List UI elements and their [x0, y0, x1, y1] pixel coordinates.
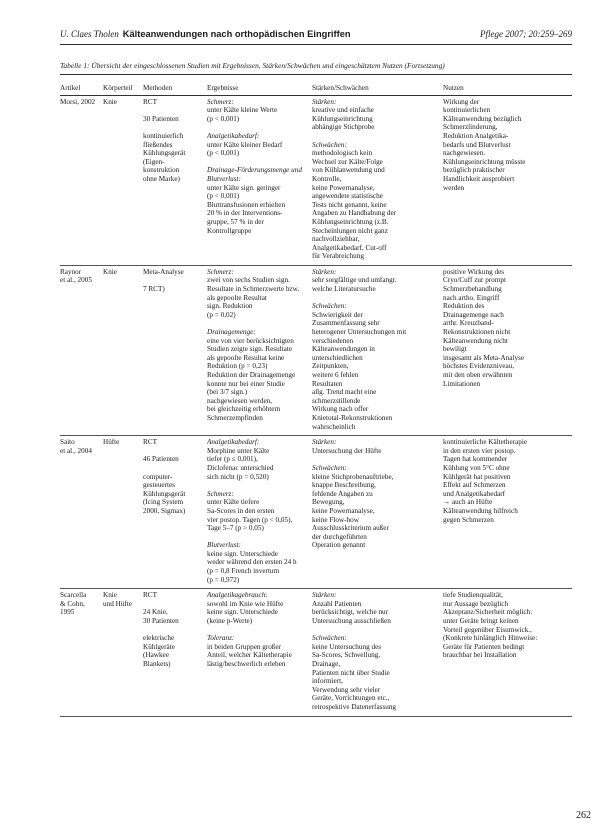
- cell-line: Geräte, Vorrichtungen etc.,: [312, 694, 390, 703]
- cell-line: lästig/beschwerlich erleben: [207, 660, 286, 668]
- cell-line: sehr sorgfältige und umfangr.: [312, 276, 397, 285]
- cell-line: tiefe Studienqualität,: [443, 591, 503, 600]
- cell-line: Stecheinlungen nicht ganz: [312, 226, 388, 235]
- cell-line: [312, 455, 441, 464]
- cell-line: Tests nicht genannt, keine: [312, 200, 387, 209]
- cell-line: nachgewiesen.: [443, 149, 486, 158]
- cell-line: Bewegung,: [312, 498, 345, 507]
- cell-line: ohne Marke): [143, 174, 180, 183]
- cell-line: eine von vier berücksichtigten: [207, 336, 294, 345]
- column-header: Stärken/Schwächen: [312, 83, 443, 95]
- cell-line: 2000, Sigmax): [143, 506, 186, 515]
- cell-line: kreative und einfache: [312, 106, 374, 115]
- cell-line: brauchbar bei Installation: [443, 651, 517, 660]
- cell-line: Meta-Analyse: [143, 267, 184, 276]
- cell-line: Kälteanwendung hilfreich: [443, 506, 518, 515]
- cell-line: Knie: [103, 267, 117, 276]
- cell-line: (p < 0,001): [207, 149, 240, 158]
- cell-line: Stärken:: [312, 591, 337, 600]
- cell-line: Kälteanwendungen in: [312, 345, 375, 354]
- cell-strengths-weaknesses: [312, 95, 443, 265]
- cell-line: et al., 2004: [60, 446, 92, 455]
- cell-line: Geräte für Patienten bedingt: [443, 642, 525, 651]
- cell-line: Effekt auf Schmerzen: [443, 481, 506, 490]
- cell-line: Schmerzbehandlung: [443, 285, 502, 294]
- cell-line: Kühlungsgerät: [143, 149, 186, 158]
- cell-line: von Kühlanwendung und: [312, 166, 385, 175]
- cell-line: fehlende Angaben zu: [312, 489, 373, 498]
- cell-line: bei gleichzeitig erhöhtem: [207, 405, 281, 414]
- cell-line: Vorteil gegenüber Eisumwick.,: [443, 625, 532, 634]
- cell-line: (Konkrete hinlänglich Hinweise:: [443, 634, 538, 643]
- cell-line: 30 Patienten: [143, 617, 179, 626]
- cell-line: Schmerz:: [207, 97, 234, 106]
- cell-line: Diclofenac unterschied: [207, 463, 274, 472]
- cell-line: tiefer (p ≤ 0,001),: [207, 455, 258, 464]
- cell-line: Analgetikabedarf, Cut-off: [312, 243, 387, 252]
- table-row: [60, 265, 572, 435]
- header-citation: Pflege 2007; 20:259–269: [480, 29, 572, 39]
- cell-line: Operation genannt: [312, 541, 366, 550]
- cell-line: Hüfte: [103, 438, 120, 447]
- table-caption: [60, 61, 572, 70]
- cell-line: gruppe, 57 % in der: [207, 217, 264, 226]
- cell-line: schmerzstillende: [312, 396, 361, 405]
- cell-line: Kälteanwendung nicht: [443, 336, 508, 345]
- cell-line: informiert,: [312, 677, 343, 686]
- cell-line: als gepoolte Resultat keine: [207, 353, 285, 362]
- cell-line: Anteil, welcher Kältetherapie: [207, 651, 292, 660]
- cell-line: (keine p-Werte): [207, 617, 253, 626]
- cell-line: welche Literatursuche: [312, 285, 376, 294]
- cell-line: keine Powernanalyse,: [312, 506, 375, 515]
- cell-strengths-weaknesses: [312, 265, 443, 435]
- cell-line: als gepoolte Resultat: [207, 293, 267, 302]
- cell-line: computer-: [143, 472, 173, 481]
- cell-strengths-weaknesses: [312, 436, 443, 589]
- cell-line: Zeitpunkten,: [312, 362, 349, 371]
- cell-line: Blutverlust:: [207, 541, 241, 550]
- cell-benefit: [443, 436, 572, 589]
- cell-methods: [143, 436, 207, 589]
- cell-line: Untersuchung ausschließen: [312, 617, 391, 626]
- cell-line: [207, 626, 310, 635]
- cell-results: [207, 589, 312, 716]
- cell-line: und Hüfte: [103, 599, 132, 608]
- table-caption-text: Übersicht der eingeschlossenen Studien mit Ergebnissen, Stärken/Schwächen und eingeschätztem Nutzen (Fortsetzung): [91, 61, 445, 70]
- cell-line: Kühlungseinrichtung: [312, 114, 373, 123]
- cell-line: (Eigen-: [143, 157, 165, 166]
- cell-line: Verwendung sehr vieler: [312, 685, 381, 694]
- cell-line: Sa-Scores, Schwellung,: [312, 651, 381, 660]
- cell-line: RCT: [143, 438, 157, 447]
- cell-body-part: [103, 436, 143, 589]
- column-header: Ergebnisse: [207, 83, 312, 95]
- table-row: [60, 589, 572, 716]
- cell-line: keine Flow-how: [312, 515, 359, 524]
- cell-article: [60, 265, 103, 435]
- cell-line: Bluttransfusionen erhielten: [207, 200, 286, 209]
- cell-line: Drainage,: [312, 660, 341, 668]
- cell-line: Kontrollgruppe: [207, 226, 252, 235]
- cell-results: [207, 265, 312, 435]
- cell-line: unter Kälte kleiner Bedarf: [207, 140, 283, 149]
- table-top-rule: [60, 74, 572, 75]
- cell-line: Toleranz:: [207, 634, 235, 643]
- cell-line: [143, 447, 205, 456]
- cell-line: Reduktion des: [443, 302, 485, 311]
- cell-line: Ausschlusskriterium außer: [312, 524, 389, 533]
- cell-line: Schwächen:: [312, 634, 347, 643]
- table-header-row: [60, 83, 572, 95]
- cell-article: [60, 95, 103, 265]
- header-rule: [60, 44, 572, 45]
- cell-line: keine Untersuchung des: [312, 642, 382, 651]
- cell-line: retrospektive Datenerfassung: [312, 702, 397, 711]
- cell-methods: [143, 265, 207, 435]
- cell-line: [312, 294, 441, 303]
- cell-line: allg. Trend macht eine: [312, 388, 377, 397]
- cell-line: 46 Patienten: [143, 455, 179, 464]
- cell-line: sowohl im Knie wie Hüfte: [207, 599, 284, 608]
- cell-line: Raynor: [60, 267, 82, 276]
- cell-line: Stärken:: [312, 438, 337, 447]
- cell-line: für Verabreichung: [312, 252, 364, 261]
- cell-line: Kühlungseinrichtung (z.B.: [312, 217, 389, 226]
- cell-results: [207, 95, 312, 265]
- cell-line: weder während den ersten 24 h: [207, 558, 297, 567]
- header-author: U. Claes Tholen: [60, 29, 119, 39]
- cell-line: in den ersten vier postop.: [443, 446, 516, 455]
- cell-line: RCT: [143, 591, 157, 600]
- cell-line: Morphine unter Kälte: [207, 446, 270, 455]
- cell-line: Analgetikagebrauch:: [207, 591, 268, 600]
- cell-line: [207, 481, 310, 490]
- cell-line: Schmerz:: [207, 267, 234, 276]
- cell-line: Knie: [103, 97, 117, 106]
- cell-line: (p = 0,02): [207, 310, 236, 319]
- cell-line: (p < 0,001): [207, 192, 240, 201]
- cell-line: sign. Reduktion: [207, 302, 253, 311]
- cell-line: Wirkung nach offer: [312, 405, 369, 414]
- table-body: [60, 95, 572, 716]
- cell-line: unter Kälte sign. geringer: [207, 183, 281, 192]
- cell-line: kleine Stichprobenauftriebe,: [312, 472, 394, 481]
- cell-line: [143, 600, 205, 609]
- cell-line: [143, 464, 205, 473]
- cell-methods: [143, 95, 207, 265]
- cell-line: Saito: [60, 438, 75, 447]
- cell-line: [312, 132, 441, 141]
- cell-line: Handlichkeit ausprobiert: [443, 174, 515, 183]
- cell-line: Schmerz:: [207, 489, 234, 498]
- cell-line: nachgewiesen werden,: [207, 396, 273, 405]
- cell-line: Resultate in Schmerzwerte bzw.: [207, 285, 300, 294]
- cell-line: Morsi, 2002: [60, 97, 96, 106]
- cell-line: (Hawkee: [143, 651, 169, 660]
- cell-line: Reduktion (p = 0,23): [207, 362, 268, 371]
- column-header: Nutzen: [443, 83, 572, 95]
- cell-line: Kühlgerät hat positiven: [443, 472, 511, 481]
- cell-line: keine sign. Unterschiede: [207, 608, 278, 617]
- cell-line: Kühlgeräte: [143, 642, 175, 651]
- table-row: [60, 95, 572, 265]
- cell-line: (p = 0,8 French invertum: [207, 567, 280, 576]
- cell-line: Analgetikabedarf:: [207, 131, 260, 140]
- cell-line: Blutverlust:: [207, 174, 241, 183]
- cell-line: Schwächen:: [312, 140, 347, 149]
- cell-line: Untersuchung der Hüfte: [312, 446, 382, 455]
- cell-line: RCT: [143, 97, 157, 106]
- cell-line: [143, 626, 205, 635]
- cell-line: Schwächen:: [312, 302, 347, 311]
- cell-line: Rekonstruktionen nicht: [443, 328, 511, 337]
- cell-results: [207, 436, 312, 589]
- cell-line: weitere 6 fehlen: [312, 371, 359, 379]
- cell-line: (Icing System: [143, 498, 184, 507]
- cell-line: [143, 276, 205, 285]
- cell-line: gesteuertes: [143, 481, 175, 490]
- cell-line: kontinuierlich: [143, 131, 184, 140]
- cell-line: Tage 5–7 (p > 0,05): [207, 524, 264, 533]
- cell-benefit: [443, 265, 572, 435]
- cell-line: fließendes: [143, 140, 173, 149]
- cell-line: Stärken:: [312, 267, 337, 276]
- cell-line: & Cohn,: [60, 599, 85, 608]
- cell-line: Schwierigkeit der: [312, 310, 363, 319]
- cell-line: [143, 106, 205, 115]
- cell-line: Akzeptanz/Sicherheit möglich:: [443, 608, 533, 617]
- cell-line: nachvollziehbar,: [312, 235, 360, 244]
- cell-line: angewendete statistische: [312, 192, 383, 201]
- cell-line: Blankets): [143, 660, 171, 668]
- cell-line: methodologisch kein: [312, 149, 373, 158]
- cell-line: höchstes Evidenzniveau,: [443, 362, 515, 371]
- cell-line: wahrscheinlich: [312, 422, 356, 431]
- cell-line: mit den oben erwähnten: [443, 371, 513, 379]
- cell-line: 7 RCT): [143, 285, 165, 294]
- cell-line: kontinuierliche Kältetherapie: [443, 438, 528, 447]
- cell-line: der durchgeführten: [312, 532, 367, 541]
- cell-line: elektrische: [143, 634, 175, 643]
- cell-line: et al., 2005: [60, 276, 92, 285]
- cell-line: Tagen hat kommender: [443, 455, 508, 464]
- cell-line: heterogener Untersuchungen mit: [312, 328, 407, 337]
- cell-line: Cryo/Cuff zur prompt: [443, 276, 506, 285]
- cell-line: Schmerzempfinden: [207, 413, 263, 422]
- cell-benefit: [443, 589, 572, 716]
- cell-line: Schmerzlinderung,: [443, 123, 498, 132]
- cell-line: → auch an Hüfte: [443, 498, 493, 507]
- cell-line: [312, 626, 441, 635]
- cell-line: kontinuierlichen: [443, 106, 491, 115]
- cell-line: Drainagemenge:: [207, 328, 256, 337]
- cell-line: Wechsel zur Kälte/Folge: [312, 157, 383, 166]
- cell-line: unter Kälte kleine Werte: [207, 106, 278, 115]
- cell-line: insgesamt als Meta-Analyse: [443, 353, 525, 362]
- cell-line: Wirkung der: [443, 97, 480, 106]
- cell-line: unter Kälte tiefere: [207, 498, 260, 507]
- cell-line: nach artho. Eingriff: [443, 293, 500, 302]
- cell-line: zwei von sechs Studien sign.: [207, 276, 290, 285]
- cell-body-part: [103, 589, 143, 716]
- cell-line: Zusammenfassung sehr: [312, 319, 380, 328]
- cell-line: Kälteanwendung bezüglich: [443, 114, 522, 123]
- cell-line: Sa-Scores in den ersten: [207, 506, 275, 515]
- cell-line: konnte nur bei einer Studie: [207, 379, 285, 388]
- cell-line: keine sign. Unterschiede: [207, 549, 278, 558]
- cell-line: (p = 0,972): [207, 575, 240, 584]
- studies-table: [60, 83, 572, 717]
- cell-line: 20 % in der Interventions-: [207, 209, 283, 218]
- header-title: Kälteanwendungen nach orthopädischen Eingriffen: [122, 29, 351, 39]
- cell-body-part: [103, 95, 143, 265]
- cell-article: [60, 436, 103, 589]
- column-header: Methoden: [143, 83, 207, 95]
- cell-line: abhängige Stichprobe: [312, 123, 375, 132]
- page-number: 262: [576, 810, 591, 821]
- cell-line: Drainagemenge nach: [443, 310, 504, 319]
- cell-line: konstruktion: [143, 166, 180, 175]
- cell-line: unter Geräte bringt keinen: [443, 617, 519, 626]
- cell-strengths-weaknesses: [312, 589, 443, 716]
- cell-methods: [143, 589, 207, 716]
- cell-line: werden: [443, 183, 465, 192]
- cell-line: Resultaten: [312, 379, 343, 388]
- cell-line: [207, 533, 310, 542]
- cell-line: Kühlung von 5°C ohne: [443, 463, 510, 472]
- cell-line: arthr. Kreuzband-: [443, 319, 494, 328]
- column-header: Körperteil: [103, 83, 143, 95]
- cell-article: [60, 589, 103, 716]
- cell-line: positive Wirkung des: [443, 267, 505, 276]
- running-header: [60, 26, 572, 42]
- cell-line: nur Aussage bezüglich: [443, 599, 509, 608]
- cell-line: Patienten nicht über Studie: [312, 668, 390, 677]
- cell-line: keine Powernanalyse,: [312, 183, 375, 192]
- cell-line: gegen Schmerzen: [443, 515, 494, 524]
- cell-line: Kontrolle,: [312, 174, 342, 183]
- table-caption-label: Tabelle 1:: [60, 61, 90, 70]
- cell-line: [207, 319, 310, 328]
- cell-benefit: [443, 95, 572, 265]
- cell-line: [143, 123, 205, 132]
- cell-line: Reduktion der Drainagemenge: [207, 371, 296, 379]
- cell-line: 1995: [60, 608, 75, 617]
- cell-line: Anzahl Patienten: [312, 599, 362, 608]
- cell-line: (p < 0,001): [207, 114, 240, 123]
- cell-line: Studien zeigte sign. Resultate: [207, 345, 293, 354]
- cell-line: Drainage-Förderungsmenge und: [207, 166, 302, 175]
- cell-line: Schwächen:: [312, 463, 347, 472]
- cell-line: Limitationen: [443, 379, 481, 388]
- cell-line: in beiden Gruppen großer: [207, 642, 282, 651]
- cell-body-part: [103, 265, 143, 435]
- cell-line: Analgetikabedarf:: [207, 438, 260, 447]
- cell-line: bezüglich praktischer: [443, 166, 505, 175]
- cell-line: verschiedenen: [312, 336, 354, 345]
- cell-line: [207, 158, 310, 167]
- cell-line: Knie: [103, 591, 117, 600]
- cell-line: Angaben zu Handhabung der: [312, 209, 397, 218]
- cell-line: und Analgetikabedarf: [443, 489, 506, 498]
- cell-line: [207, 123, 310, 132]
- cell-line: vier postop. Tagen (p < 0,05),: [207, 515, 293, 524]
- cell-line: bewiligt: [443, 345, 467, 354]
- cell-line: Knietotal-Rekonstruktionen: [312, 413, 393, 422]
- cell-line: (bei 3/7 sign.): [207, 388, 248, 397]
- cell-line: knappe Beschreibung,: [312, 481, 376, 490]
- cell-line: sich nicht (p = 0,520): [207, 472, 269, 481]
- cell-line: Kühlungsgerät: [143, 489, 186, 498]
- cell-line: Reduktion Analgetika-: [443, 131, 509, 140]
- table-row: [60, 436, 572, 589]
- cell-line: 24 Knie,: [143, 608, 168, 617]
- cell-line: Scarcella: [60, 591, 87, 600]
- cell-line: bedarfs und Blutverlust: [443, 140, 511, 149]
- column-header: Artikel: [60, 83, 103, 95]
- cell-line: Kühlungseinrichtung müsste: [443, 157, 526, 166]
- cell-line: Stärken:: [312, 97, 337, 106]
- cell-line: berücksichtigt, welche nur: [312, 608, 389, 617]
- cell-line: unterschiedlichen: [312, 353, 363, 362]
- cell-line: 30 Patienten: [143, 114, 179, 123]
